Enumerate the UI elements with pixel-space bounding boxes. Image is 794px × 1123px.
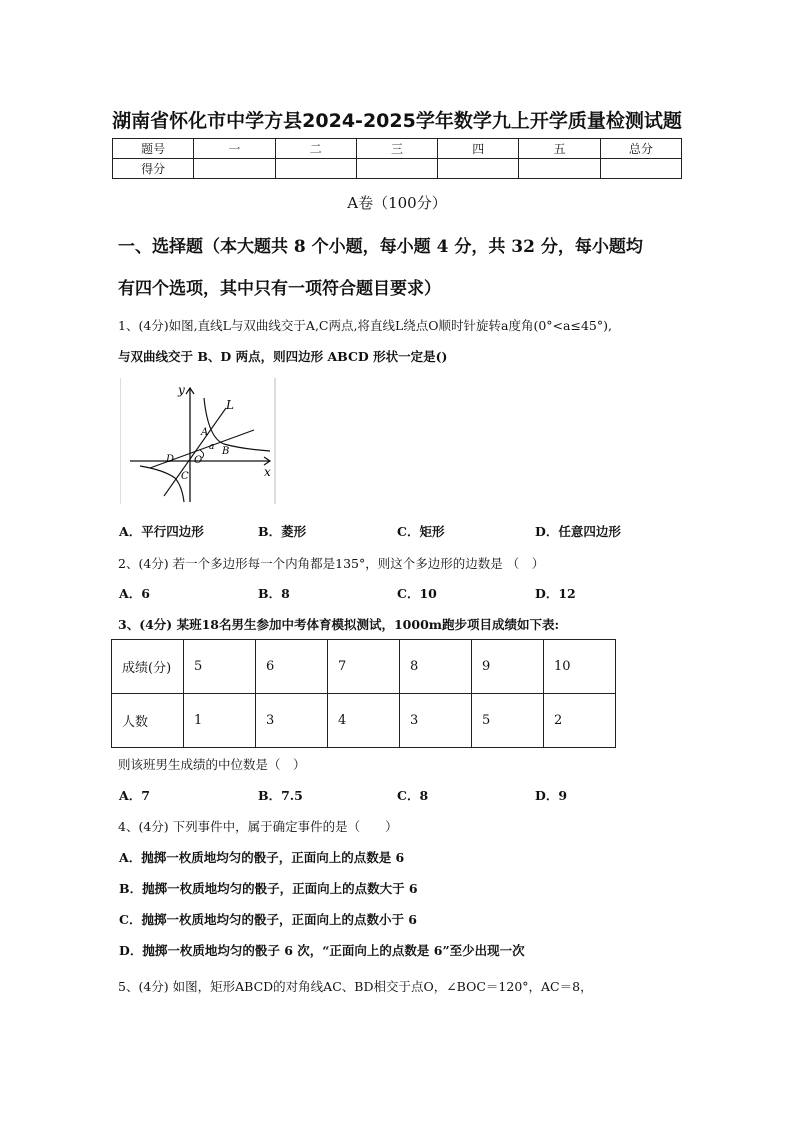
score-row-label: 得分 (113, 159, 194, 179)
label-b: B (222, 446, 230, 457)
table-cell: 6 (256, 640, 328, 694)
table-cell: 5 (184, 640, 256, 694)
score-header-cell: 二 (275, 139, 356, 159)
q1-figure (120, 378, 276, 504)
q3-question: 则该班男生成绩的中位数是（ ） (118, 757, 306, 772)
label-a-point: A (201, 427, 209, 438)
label-l: L (226, 398, 234, 412)
table-cell: 1 (184, 694, 256, 748)
table-cell: 9 (472, 640, 544, 694)
q2-option-a[interactable]: A．6 (119, 586, 150, 601)
table-cell: 2 (544, 694, 616, 748)
score-cell (356, 159, 437, 179)
table-cell: 7 (328, 640, 400, 694)
table-cell: 3 (400, 694, 472, 748)
table-cell: 人数 (112, 694, 184, 748)
table-cell: 8 (400, 640, 472, 694)
section1-heading: 一、选择题（本大题共 8 个小题，每小题 4 分，共 32 分，每小题均 (118, 237, 643, 257)
score-cell (519, 159, 600, 179)
q1-option-d[interactable]: D．任意四边形 (535, 524, 621, 539)
score-table (112, 138, 682, 179)
q5-text: 5、(4分) 如图，矩形ABCD的对角线AC、BD相交于点O，∠BOC＝120°，AC＝8， (118, 979, 593, 994)
label-angle-a: a (209, 442, 215, 452)
label-y: y (178, 383, 185, 397)
score-header-cell: 一 (194, 139, 275, 159)
hyperbola-branch-2 (140, 466, 184, 502)
score-cell (194, 159, 275, 179)
q2-text: 2、(4分) 若一个多边形每一个内角都是135°，则这个多边形的边数是 （ ） (118, 556, 545, 571)
table-cell: 成绩(分) (112, 640, 184, 694)
score-header-cell: 四 (438, 139, 519, 159)
q3-option-b[interactable]: B．7.5 (258, 788, 303, 803)
table-row (113, 159, 682, 179)
q1-option-c[interactable]: C．矩形 (397, 524, 445, 539)
score-header-cell: 题号 (113, 139, 194, 159)
table-row (112, 694, 616, 748)
q3-option-c[interactable]: C．8 (397, 788, 429, 803)
label-d: D (166, 454, 175, 465)
score-cell (600, 159, 681, 179)
q3-option-d[interactable]: D．9 (535, 788, 568, 803)
q2-option-d[interactable]: D．12 (535, 586, 576, 601)
table-cell: 5 (472, 694, 544, 748)
q1-text-cont: 与双曲线交于 B、D 两点，则四边形 ABCD 形状一定是() (118, 349, 448, 364)
section1-heading-cont: 有四个选项，其中只有一项符合题目要求） (118, 279, 441, 299)
q1-option-b[interactable]: B．菱形 (258, 524, 307, 539)
score-cell (438, 159, 519, 179)
label-o: O (194, 455, 203, 466)
part-a-heading: A卷（100分） (347, 194, 447, 212)
label-c: C (181, 471, 189, 482)
q2-option-c[interactable]: C．10 (397, 586, 437, 601)
q3-text: 3、(4分) 某班18名男生参加中考体育模拟测试，1000m跑步项目成绩如下表: (118, 617, 560, 632)
q4-option-b[interactable]: B．抛掷一枚质地均匀的骰子，正面向上的点数大于 6 (119, 881, 418, 896)
q4-option-d[interactable]: D．抛掷一枚质地均匀的骰子 6 次，“正面向上的点数是 6”至少出现一次 (119, 943, 525, 958)
q4-option-c[interactable]: C．抛掷一枚质地均匀的骰子，正面向上的点数小于 6 (119, 912, 417, 927)
q4-text: 4、(4分) 下列事件中，属于确定事件的是（ ） (118, 819, 398, 834)
label-x: x (264, 465, 271, 479)
q3-option-a[interactable]: A．7 (119, 788, 150, 803)
score-header-cell: 三 (356, 139, 437, 159)
q2-option-b[interactable]: B．8 (258, 586, 290, 601)
q1-option-a[interactable]: A．平行四边形 (119, 524, 204, 539)
q1-text: 1、(4分)如图,直线L与双曲线交于A,C两点,将直线L绕点O顺时针旋转a度角(0°<a≤45°), (118, 318, 612, 333)
q4-option-a[interactable]: A．抛掷一枚质地均匀的骰子，正面向上的点数是 6 (119, 850, 405, 865)
table-cell: 10 (544, 640, 616, 694)
table-cell: 4 (328, 694, 400, 748)
exam-title: 湖南省怀化市中学方县2024-2025学年数学九上开学质量检测试题 (112, 110, 682, 132)
score-header-cell: 五 (519, 139, 600, 159)
score-header-cell: 总分 (600, 139, 681, 159)
table-row (113, 139, 682, 159)
table-row (112, 640, 616, 694)
table-cell: 3 (256, 694, 328, 748)
q3-score-table (111, 639, 616, 748)
score-cell (275, 159, 356, 179)
